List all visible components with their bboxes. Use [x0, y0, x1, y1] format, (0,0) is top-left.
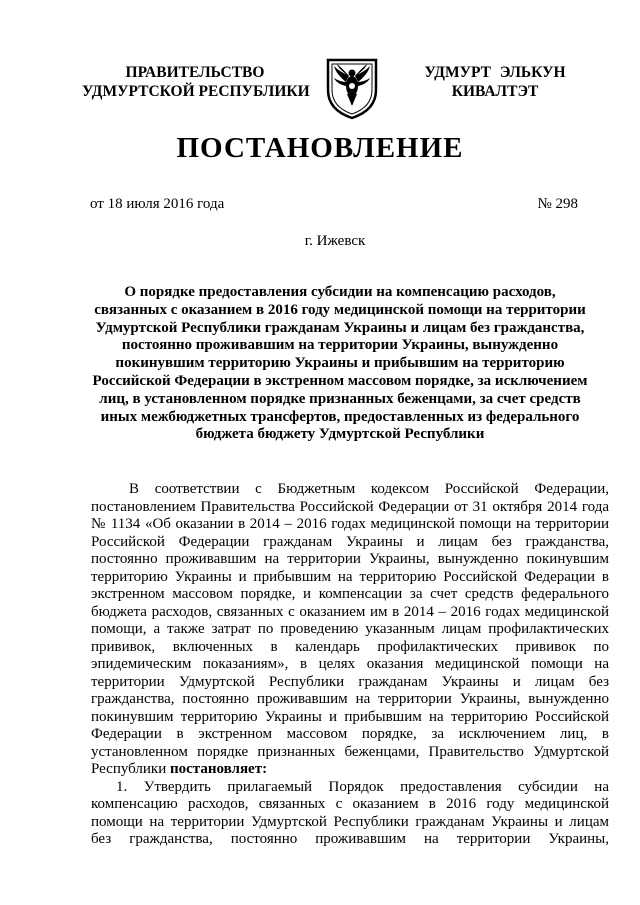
header-left-line-2: УДМУРТСКОЙ РЕСПУБЛИКИ	[82, 83, 310, 100]
body-line: Федерации в экстренном массовом порядке, за исключением лиц, в	[91, 726, 609, 742]
document-subject	[80, 284, 600, 444]
header-right	[414, 63, 576, 101]
document-body	[91, 481, 609, 849]
body-line: № 1134 «Об оказании в 2014 – 2016 годах медицинской помощи на территории	[91, 516, 609, 532]
document-date: от 18 июля 2016 года	[90, 196, 225, 212]
header-right-line-1: УДМУРТ ЭЛЬКУН	[424, 64, 566, 81]
body-line: гражданства, постоянно проживавшим на территории Украины, вынужденно	[91, 691, 609, 707]
item-1-line: 1. Утвердить прилагаемый Порядок предоставления субсидии на	[116, 778, 609, 795]
subject-line: Российской Федерации в экстренном массовом порядке, за исключением	[92, 372, 588, 389]
body-line: постоянно проживавшим на территории Украины, вынужденно покинувшим	[91, 551, 609, 567]
body-line: установленном порядке признанных беженцами, Правительство Удмуртской	[91, 743, 609, 760]
document-number: № 298	[537, 196, 578, 212]
body-line: территорию Украины и прибывшим на территорию Российской Федерации в	[91, 568, 609, 585]
item-1-line: компенсацию расходов, связанных с оказанием в 2016 году медицинской	[91, 796, 609, 812]
header-right-line-2: КИВАЛТЭТ	[451, 83, 539, 100]
body-line: экстренном массовом порядке, и компенсации за счет средств федерального	[91, 586, 609, 602]
subject-line: бюджета бюджету Удмуртской Республики	[195, 426, 485, 443]
header-left	[82, 63, 308, 101]
item-1-line: без гражданства, постоянно проживавшим на территории Украины,	[91, 831, 609, 847]
body-line: В соответствии с Бюджетным кодексом Российской Федерации,	[129, 481, 609, 497]
body-line: прививок, включенных в календарь профилактических прививок по	[91, 638, 609, 655]
resolution-prefix: Республики	[91, 761, 170, 777]
body-line: бюджета расходов, связанных с оказанием им в 2014 – 2016 годах медицинской	[91, 603, 609, 620]
body-line-resolution	[91, 761, 609, 779]
coat-of-arms-icon	[322, 56, 382, 120]
body-line: Российской Федерации гражданам Украины и лицам без гражданства,	[91, 533, 609, 550]
subject-line: постоянно проживавшим на территории Украины, вынужденно	[121, 337, 559, 354]
body-line: помощи, а также затрат по проведению указанным лицам профилактических	[91, 621, 609, 637]
subject-line: О порядке предоставления субсидии на компенсацию расходов,	[124, 284, 556, 300]
document-type-title: ПОСТАНОВЛЕНИЕ	[176, 132, 464, 164]
header-left-line-1: ПРАВИТЕЛЬСТВО	[125, 64, 265, 81]
body-line: покинувшим территорию Украины и прибывшим на территорию Российской	[91, 708, 609, 725]
body-line: территории Удмуртской Республики гражданам Украины и лицам без	[91, 673, 609, 690]
subject-line: покинувшим территорию Украины и прибывшим на территорию	[115, 355, 565, 372]
subject-line: связанных с оказанием в 2016 году медицинской помощи на территории	[94, 301, 586, 318]
document-city: г. Ижевск	[304, 233, 366, 249]
resolution-verb: постановляет:	[170, 761, 268, 777]
body-line: эпидемическим показаниям», в целях оказания медицинской помощи на	[91, 656, 609, 672]
subject-line: Удмуртской Республики гражданам Украины и лицам без гражданства,	[95, 319, 585, 336]
subject-line: иных межбюджетных трансфертов, предоставленных из федерального	[100, 408, 580, 425]
item-1-line: помощи на территории Удмуртской Республики гражданам Украины и лицам	[91, 813, 609, 830]
subject-line: лиц, в установленном порядке признанных беженцами, за счет средств	[99, 390, 581, 407]
body-line: постановлением Правительства Российской Федерации от 31 октября 2014 года	[91, 498, 609, 515]
